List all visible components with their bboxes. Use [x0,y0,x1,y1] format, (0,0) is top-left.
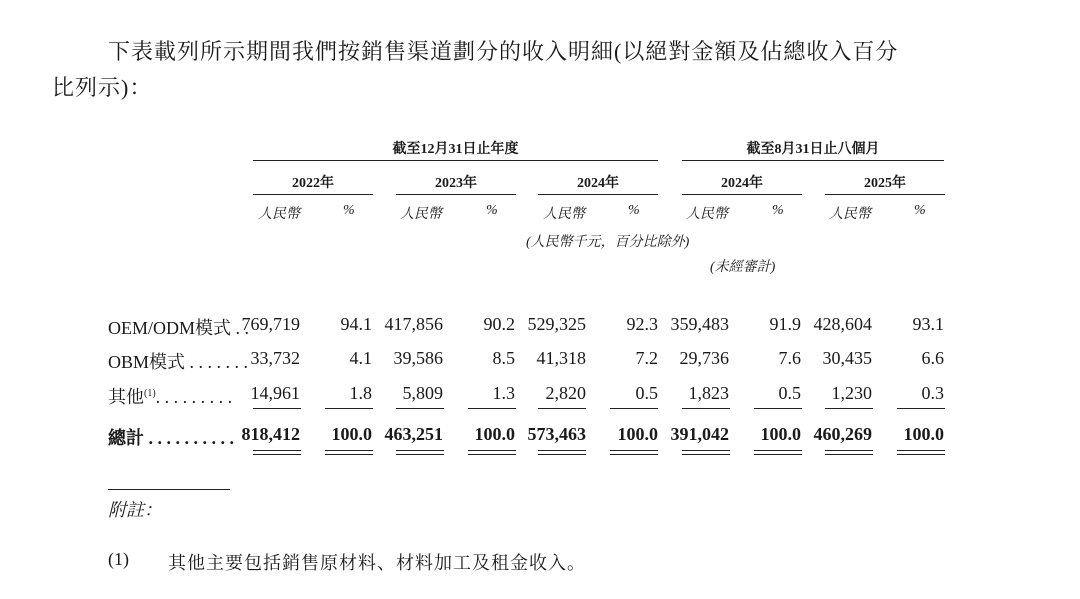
total-double-rule [253,450,301,451]
leader-dots: . . . . . . . . . [155,387,233,407]
table-cell: 92.3 [626,314,658,334]
year-header: 2023年 [435,176,477,191]
subtotal-rule [396,408,444,409]
total-double-rule [754,450,802,451]
table-cell: 5,809 [402,383,443,403]
group-header-eight-months: 截至8月31日止八個月 [746,142,880,157]
intro-line-2: 比列示)： [52,75,153,100]
col-label-pct: % [628,203,640,218]
table-cell: 428,604 [813,314,872,334]
table-cell: 1.8 [349,383,372,403]
row-label-oem-odm: OEM/ODM模式 . . [108,318,250,338]
table-cell: 4.1 [349,348,372,368]
table-cell: 30,435 [822,348,872,368]
total-cell: 100.0 [331,424,372,444]
total-double-rule [754,454,802,455]
table-cell: 90.2 [483,314,515,334]
table-cell: 33,732 [250,348,300,368]
col-label-rmb: 人民幣 [400,207,442,222]
table-cell: 91.9 [769,314,801,334]
total-cell: 391,042 [670,424,729,444]
total-cell: 573,463 [527,424,586,444]
year-header: 2025年 [864,176,906,191]
total-double-rule [396,450,444,451]
total-double-rule [682,450,730,451]
col-label-pct: % [914,203,926,218]
table-cell: 769,719 [241,314,300,334]
table-cell: 7.2 [635,348,658,368]
table-cell: 2,820 [545,383,586,403]
table-cell: 7.6 [778,348,801,368]
year-rule [682,194,802,195]
col-label-pct: % [772,203,784,218]
row-label-total: 總計 . . . . . . . . . . [108,428,234,448]
total-double-rule [325,450,373,451]
col-label-rmb: 人民幣 [829,207,871,222]
subtotal-rule [538,408,586,409]
col-label-rmb: 人民幣 [258,207,300,222]
total-double-rule [825,450,873,451]
total-cell: 100.0 [474,424,515,444]
subtotal-rule [253,408,301,409]
total-double-rule [396,454,444,455]
subtotal-rule [897,408,945,409]
total-double-rule [325,454,373,455]
col-label-rmb: 人民幣 [543,207,585,222]
year-header: 2024年 [721,176,763,191]
subtotal-rule [754,408,802,409]
subtotal-rule [610,408,658,409]
others-label-text: 其他 [108,387,144,407]
table-cell: 0.3 [921,383,944,403]
notes-separator [108,489,230,490]
total-double-rule [538,450,586,451]
table-cell: 359,483 [670,314,729,334]
note-marker: (1) [108,549,129,569]
group-header-rule [682,160,944,161]
total-cell: 460,269 [813,424,872,444]
table-cell: 6.6 [921,348,944,368]
total-cell: 463,251 [384,424,443,444]
table-cell: 41,318 [536,348,586,368]
year-rule [825,194,945,195]
total-double-rule [468,450,516,451]
unit-note: (人民幣千元，百分比除外) [526,235,690,250]
table-cell: 529,325 [527,314,586,334]
table-cell: 1.3 [492,383,515,403]
year-rule [396,194,516,195]
table-cell: 417,856 [384,314,443,334]
subtotal-rule [325,408,373,409]
total-double-rule [897,450,945,451]
total-double-rule [468,454,516,455]
col-label-rmb: 人民幣 [686,207,728,222]
total-cell: 818,412 [241,424,300,444]
year-header: 2024年 [577,176,619,191]
notes-heading: 附註： [108,500,162,520]
table-cell: 0.5 [778,383,801,403]
table-cell: 93.1 [912,314,944,334]
group-header-fiscal-year: 截至12月31日止年度 [392,142,519,157]
total-double-rule [538,454,586,455]
group-header-rule [253,160,658,161]
note-text: 其他主要包括銷售原材料、材料加工及租金收入。 [168,553,586,573]
col-label-pct: % [486,203,498,218]
year-rule [538,194,658,195]
intro-line-1: 下表載列所示期間我們按銷售渠道劃分的收入明細(以絕對金額及佔總收入百分 [108,39,899,64]
footnote-marker: (1) [144,388,156,399]
table-cell: 94.1 [340,314,372,334]
subtotal-rule [468,408,516,409]
total-double-rule [825,454,873,455]
row-label-obm: OBM模式 . . . . . . . [108,352,249,372]
table-cell: 39,586 [393,348,443,368]
total-double-rule [682,454,730,455]
total-double-rule [610,454,658,455]
table-cell: 1,230 [831,383,872,403]
unaudited-note: (未經審計) [710,260,776,275]
total-double-rule [253,454,301,455]
year-rule [253,194,373,195]
subtotal-rule [682,408,730,409]
total-cell: 100.0 [617,424,658,444]
total-double-rule [897,454,945,455]
subtotal-rule [825,408,873,409]
col-label-pct: % [343,203,355,218]
year-header: 2022年 [292,176,334,191]
total-double-rule [610,450,658,451]
total-cell: 100.0 [760,424,801,444]
table-cell: 14,961 [250,383,300,403]
table-cell: 29,736 [679,348,729,368]
total-cell: 100.0 [903,424,944,444]
table-cell: 8.5 [492,348,515,368]
table-cell: 0.5 [635,383,658,403]
table-cell: 1,823 [688,383,729,403]
